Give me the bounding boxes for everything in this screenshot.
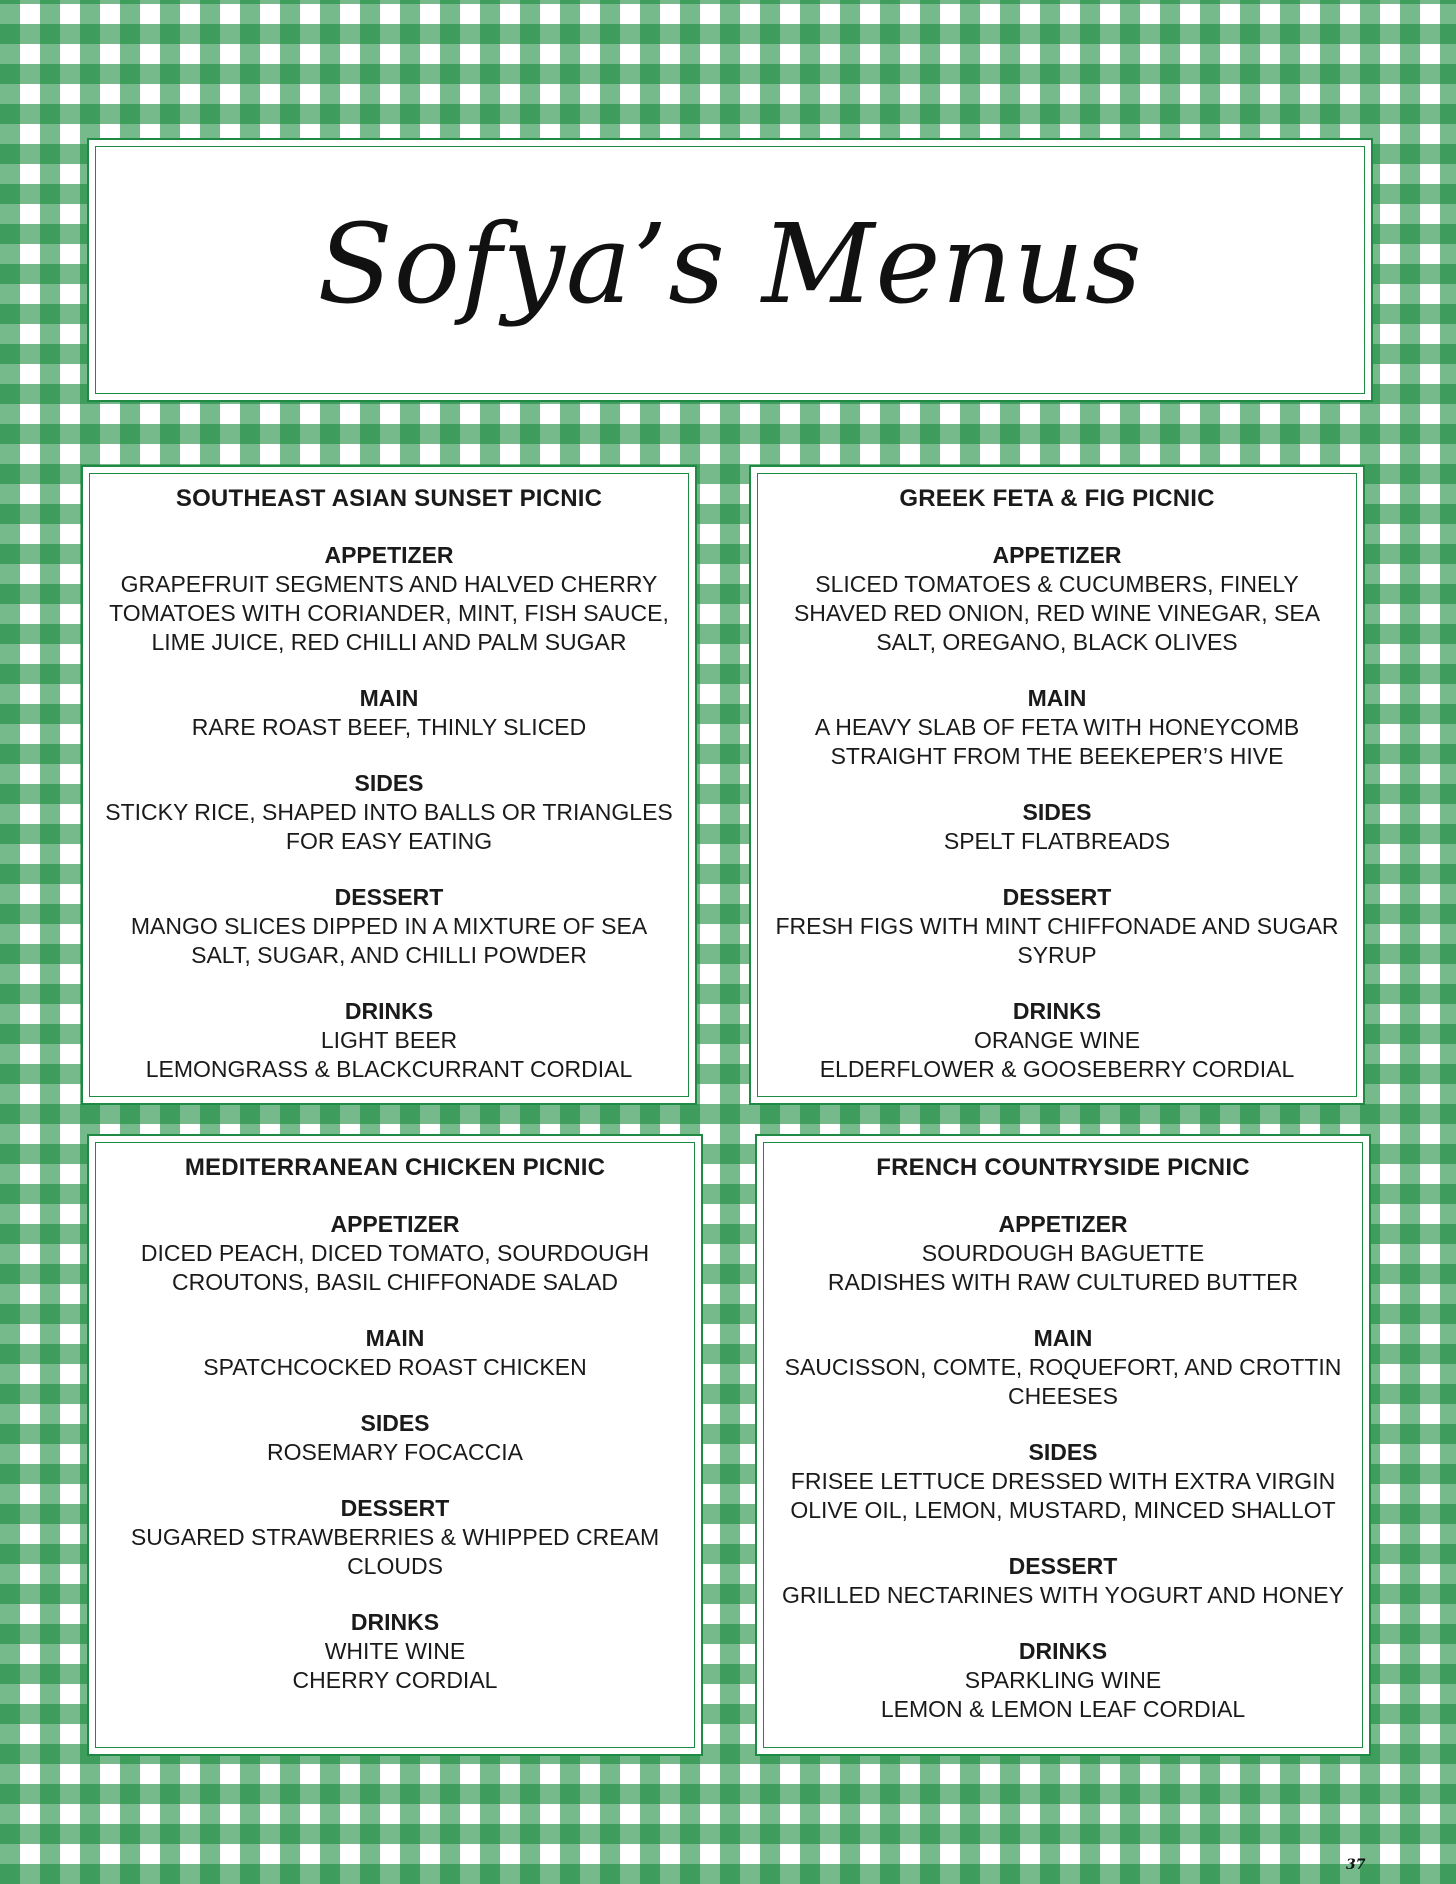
menu-section-appetizer bbox=[757, 1210, 1369, 1297]
menu-title: GREEK FETA & FIG PICNIC bbox=[899, 485, 1215, 512]
menu-item-text: OLIVE OIL, LEMON, MUSTARD, MINCED SHALLOT bbox=[790, 1497, 1336, 1523]
menu-item-text: SUGARED STRAWBERRIES & WHIPPED CREAM bbox=[130, 1524, 660, 1550]
menu-section-drinks bbox=[83, 997, 695, 1084]
menu-item-text: ROSEMARY FOCACCIA bbox=[266, 1439, 524, 1465]
menu-item-text: FOR EASY EATING bbox=[285, 828, 493, 854]
menu-card-greek bbox=[749, 465, 1365, 1105]
menu-item-text: GRILLED NECTARINES WITH YOGURT AND HONEY bbox=[782, 1582, 1344, 1608]
menu-item-text: LEMON & LEMON LEAF CORDIAL bbox=[880, 1696, 1246, 1722]
menu-section-main bbox=[757, 1324, 1369, 1411]
menu-title: SOUTHEAST ASIAN SUNSET PICNIC bbox=[175, 485, 603, 512]
section-label: APPETIZER bbox=[330, 1211, 460, 1237]
page-title: Sofya’s Menus bbox=[317, 200, 1143, 328]
menu-section-main bbox=[89, 1324, 701, 1382]
menu-item-text: A HEAVY SLAB OF FETA WITH HONEYCOMB bbox=[814, 714, 1300, 740]
section-label: MAIN bbox=[1033, 1325, 1093, 1351]
section-label: SIDES bbox=[1028, 1439, 1098, 1465]
menu-card-french bbox=[755, 1134, 1371, 1756]
menu-item-text: ORANGE WINE bbox=[973, 1027, 1141, 1053]
menu-item-text: LIGHT BEER bbox=[320, 1027, 458, 1053]
menu-section-sides bbox=[89, 1409, 701, 1467]
menu-item-text: RADISHES WITH RAW CULTURED BUTTER bbox=[827, 1269, 1299, 1295]
page-number: 37 bbox=[1346, 1857, 1366, 1873]
menu-section-main bbox=[83, 684, 695, 742]
menu-section-dessert bbox=[751, 883, 1363, 970]
menu-item-text: CLOUDS bbox=[347, 1553, 443, 1579]
menu-item-text: LEMONGRASS & BLACKCURRANT CORDIAL bbox=[145, 1056, 633, 1082]
menu-item-text: SAUCISSON, COMTE, ROQUEFORT, AND CROTTIN bbox=[784, 1354, 1342, 1380]
menu-section-appetizer bbox=[83, 541, 695, 657]
menu-section-drinks bbox=[757, 1637, 1369, 1724]
menu-item-text: CHERRY CORDIAL bbox=[292, 1667, 498, 1693]
menu-item-text: SOURDOUGH BAGUETTE bbox=[921, 1240, 1205, 1266]
menu-item-text: SALT, OREGANO, BLACK OLIVES bbox=[876, 629, 1238, 655]
menu-section-dessert bbox=[757, 1552, 1369, 1610]
menu-section-drinks bbox=[751, 997, 1363, 1084]
section-label: DRINKS bbox=[350, 1609, 440, 1635]
menu-item-text: STICKY RICE, SHAPED INTO BALLS OR TRIANGLES bbox=[105, 799, 673, 825]
menu-item-text: SHAVED RED ONION, RED WINE VINEGAR, SEA bbox=[793, 600, 1321, 626]
menu-item-text: GRAPEFRUIT SEGMENTS AND HALVED CHERRY bbox=[120, 571, 658, 597]
menu-card-mediterranean bbox=[87, 1134, 703, 1756]
section-label: SIDES bbox=[1022, 799, 1092, 825]
section-label: SIDES bbox=[354, 770, 424, 796]
menu-section-sides bbox=[83, 769, 695, 856]
menu-item-text: TOMATOES WITH CORIANDER, MINT, FISH SAUCE, bbox=[109, 600, 669, 626]
section-label: APPETIZER bbox=[992, 542, 1122, 568]
menu-section-dessert bbox=[89, 1494, 701, 1581]
section-label: APPETIZER bbox=[324, 542, 454, 568]
section-label: DESSERT bbox=[334, 884, 444, 910]
menu-item-text: ELDERFLOWER & GOOSEBERRY CORDIAL bbox=[819, 1056, 1295, 1082]
section-label: DESSERT bbox=[1008, 1553, 1118, 1579]
menu-item-text: FRESH FIGS WITH MINT CHIFFONADE AND SUGAR bbox=[775, 913, 1339, 939]
menu-section-drinks bbox=[89, 1608, 701, 1695]
section-label: DRINKS bbox=[1012, 998, 1102, 1024]
section-label: MAIN bbox=[1027, 685, 1087, 711]
menu-item-text: SLICED TOMATOES & CUCUMBERS, FINELY bbox=[815, 571, 1299, 597]
menu-section-main bbox=[751, 684, 1363, 771]
menu-item-text: MANGO SLICES DIPPED IN A MIXTURE OF SEA bbox=[130, 913, 648, 939]
section-label: DRINKS bbox=[1018, 1638, 1108, 1664]
section-label: MAIN bbox=[365, 1325, 425, 1351]
menu-title: MEDITERRANEAN CHICKEN PICNIC bbox=[184, 1154, 606, 1181]
menu-item-text: LIME JUICE, RED CHILLI AND PALM SUGAR bbox=[151, 629, 627, 655]
menu-section-dessert bbox=[83, 883, 695, 970]
section-label: DESSERT bbox=[340, 1495, 450, 1521]
menu-section-appetizer bbox=[89, 1210, 701, 1297]
menu-item-text: DICED PEACH, DICED TOMATO, SOURDOUGH bbox=[140, 1240, 650, 1266]
menu-item-text: SALT, SUGAR, AND CHILLI POWDER bbox=[191, 942, 587, 968]
menu-item-text: SYRUP bbox=[1017, 942, 1097, 968]
menu-card-southeast-asian bbox=[81, 465, 697, 1105]
menu-section-sides bbox=[757, 1438, 1369, 1525]
menu-item-text: SPATCHCOCKED ROAST CHICKEN bbox=[203, 1354, 587, 1380]
menu-item-text: STRAIGHT FROM THE BEEKEPER’S HIVE bbox=[830, 743, 1284, 769]
menu-title: FRENCH COUNTRYSIDE PICNIC bbox=[876, 1154, 1250, 1181]
menu-item-text: SPARKLING WINE bbox=[964, 1667, 1162, 1693]
menu-section-appetizer bbox=[751, 541, 1363, 657]
menu-item-text: CHEESES bbox=[1008, 1383, 1118, 1409]
section-label: DRINKS bbox=[344, 998, 434, 1024]
menu-item-text: WHITE WINE bbox=[324, 1638, 466, 1664]
menu-section-sides bbox=[751, 798, 1363, 856]
menu-item-text: RARE ROAST BEEF, THINLY SLICED bbox=[191, 714, 587, 740]
menu-item-text: SPELT FLATBREADS bbox=[943, 828, 1171, 854]
menu-item-text: CROUTONS, BASIL CHIFFONADE SALAD bbox=[171, 1269, 619, 1295]
section-label: APPETIZER bbox=[998, 1211, 1128, 1237]
menu-item-text: FRISEE LETTUCE DRESSED WITH EXTRA VIRGIN bbox=[790, 1468, 1336, 1494]
section-label: MAIN bbox=[359, 685, 419, 711]
section-label: DESSERT bbox=[1002, 884, 1112, 910]
title-banner bbox=[87, 138, 1373, 402]
section-label: SIDES bbox=[360, 1410, 430, 1436]
